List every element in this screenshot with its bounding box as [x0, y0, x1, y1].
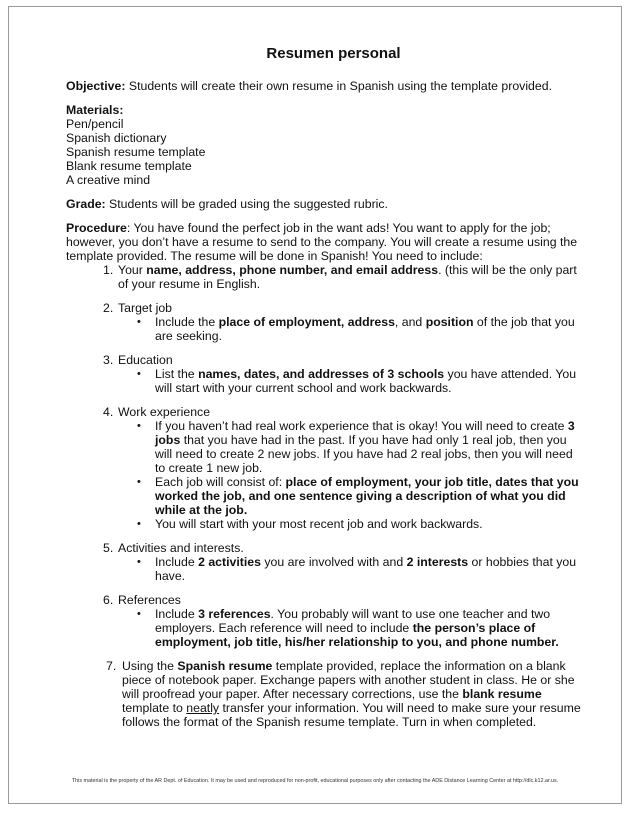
bullet-icon: • [137, 556, 141, 568]
bullet-icon: • [137, 420, 141, 432]
bullet-bold-text: names, dates, and addresses of 3 schools [198, 367, 445, 381]
step-bold-text: name, address, phone number, and email address [146, 263, 439, 277]
bullet-text: or hobbies that you have. [155, 555, 577, 583]
document-content [66, 45, 581, 739]
bullet-text: you are involved with and [260, 555, 407, 569]
bullet-text: Include [155, 555, 199, 569]
step-bold-text: blank resume [462, 687, 542, 701]
bullet-bold-text: position [425, 315, 474, 329]
footer-note: This material is the property of the AR Dept. of Education. It may be used and reproduced for non-profit, educational purposes only after contacting the ADE Distance Learning Center at http://dlc.k12.ar.us. [71, 778, 559, 784]
objective-label: Objective: [66, 79, 126, 93]
bullet-text: Include [155, 607, 199, 621]
grade-paragraph [66, 197, 581, 211]
bullet-text: that you have had in the past. If you have had only 1 real job, then you will need to create 2 new jobs. If you have had 2 real jobs, then you will need to create 1 new job. [155, 433, 573, 475]
step-4 [66, 405, 581, 531]
step-number: 2. [103, 301, 114, 315]
step-text: template to [122, 701, 187, 715]
step-7 [66, 659, 581, 729]
step-bold-text: Spanish resume [177, 659, 273, 673]
step-text: Your [118, 263, 147, 277]
bullet-text: of the job that you are seeking. [155, 315, 575, 343]
step-number: 6. [103, 593, 114, 607]
step-heading: References [118, 593, 181, 607]
step-heading: Activities and interests. [118, 541, 244, 555]
step-bullets [118, 419, 581, 531]
document-page [8, 6, 622, 804]
materials-item: A creative mind [66, 173, 151, 187]
step-text: . (this will be the only part of your resume in English. [118, 263, 577, 291]
step-number: 1. [103, 263, 114, 277]
bullet-text: You will start with your most recent job and work backwards. [155, 517, 483, 531]
step-1 [66, 263, 581, 291]
page-title: Resumen personal [266, 45, 401, 62]
bullet-item [118, 517, 581, 531]
bullet-icon: • [137, 316, 141, 328]
procedure-label: Procedure [66, 221, 127, 235]
step-number: 3. [103, 353, 114, 367]
bullet-text: If you haven’t had real work experience that is okay! You will need to create [155, 419, 568, 433]
bullet-bold-text: 2 activities [198, 555, 261, 569]
step-2 [66, 301, 581, 343]
step-bullets [118, 367, 581, 395]
step-heading: Target job [118, 301, 173, 315]
step-number: 5. [103, 541, 114, 555]
bullet-icon: • [137, 368, 141, 380]
bullet-item [118, 555, 581, 583]
materials-item: Pen/pencil [66, 117, 124, 131]
bullet-item [118, 607, 581, 649]
step-bullets [118, 315, 581, 343]
bullet-bold-text: place of employment, your job title, dates that you worked the job, and one sentence giving a description of what you did while at the job. [155, 475, 579, 517]
step-text: Using the [122, 659, 178, 673]
bullet-item [118, 475, 581, 517]
bullet-bold-text: place of employment, address [218, 315, 395, 329]
materials-item: Spanish dictionary [66, 131, 167, 145]
procedure-paragraph [66, 221, 581, 263]
bullet-item [118, 419, 581, 475]
step-bullets [118, 555, 581, 583]
bullet-bold-text: 3 references [198, 607, 271, 621]
step-number: 7. [106, 659, 117, 673]
bullet-text: Each job will consist of: [155, 475, 286, 489]
step-text: template provided, replace the information on a blank piece of notebook paper. Exchange papers with another student in class. He or she will proofread your paper. After necessary corrections, use the [122, 659, 575, 701]
bullet-text: Include the [155, 315, 219, 329]
bullet-bold-text: the person’s place of employment, job title, his/her relationship to you, and phone number. [155, 621, 559, 649]
materials-item: Spanish resume template [66, 145, 206, 159]
bullet-item [118, 315, 581, 343]
step-text: transfer your information. You will need to make sure your resume follows the format of the Spanish resume template. Turn in when completed. [122, 701, 581, 729]
materials-label: Materials: [66, 103, 124, 117]
bullet-text: List the [155, 367, 199, 381]
bullet-text: . You probably will want to use one teacher and two employers. Each reference will need to include [155, 607, 551, 635]
bullet-icon: • [137, 608, 141, 620]
bullet-item [118, 367, 581, 395]
step-heading: Work experience [118, 405, 211, 419]
procedure-steps [66, 263, 581, 729]
bullet-icon: • [137, 476, 141, 488]
grade-label: Grade: [66, 197, 106, 211]
step-underlined-text: neatly [186, 701, 220, 715]
bullet-icon: • [137, 518, 141, 530]
objective-text: Students will create their own resume in Spanish using the template provided. [125, 79, 552, 93]
step-6 [66, 593, 581, 649]
procedure-text: : You have found the perfect job in the want ads! You want to apply for the job; however, you don’t have a resume to send to the company. You will create a resume using the template provided. The resume will be done in Spanish! You need to include: [66, 221, 578, 263]
step-heading: Education [118, 353, 173, 367]
grade-text: Students will be graded using the suggested rubric. [105, 197, 388, 211]
materials-item: Blank resume template [66, 159, 192, 173]
step-bullets [118, 607, 581, 649]
materials-section [66, 103, 581, 187]
step-5 [66, 541, 581, 583]
step-3 [66, 353, 581, 395]
step-number: 4. [103, 405, 114, 419]
bullet-bold-text: 3 jobs [155, 419, 575, 447]
bullet-text: you have attended. You will start with your current school and work backwards. [155, 367, 577, 395]
bullet-bold-text: 2 interests [406, 555, 469, 569]
objective-paragraph [66, 79, 581, 93]
bullet-text: , and [394, 315, 426, 329]
